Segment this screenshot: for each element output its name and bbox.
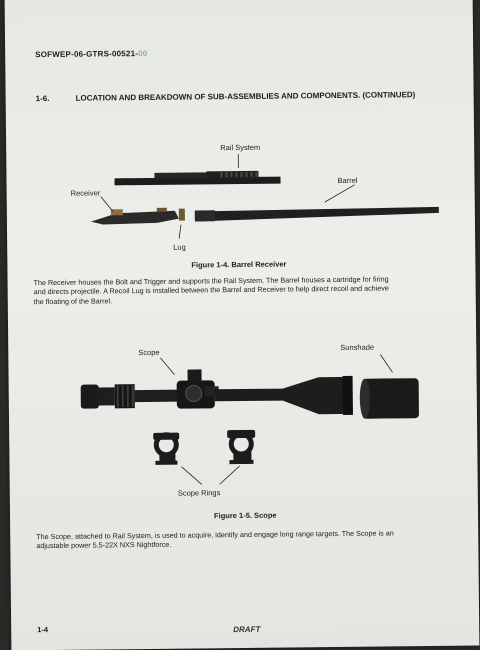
label-receiver: Receiver [71,188,101,197]
label-rail-system: Rail System [220,143,260,152]
document-id: SOFWEP-06-GTRS-00521-00 [35,49,147,59]
page-number: 1-4 [37,625,48,634]
document-page [5,0,480,650]
draft-marker: DRAFT [233,625,260,634]
paragraph-line: the floating of the Barrel. [34,293,454,307]
rail-system-part [114,171,280,186]
paragraph-line: adjustable power 5.5-22X NXS Nightforce. [36,537,456,551]
receiver-part [91,208,179,225]
label-scope-rings: Scope Rings [178,488,221,497]
barrel-part [195,207,439,222]
scope-ring-left [153,433,179,465]
sunshade-part [360,378,419,419]
figure-1-5-caption: Figure 1-5. Scope [214,511,277,521]
paragraph-receiver [34,274,454,307]
label-sunshade: Sunshade [340,343,374,352]
paragraph-line: The Receiver houses the Bolt and Trigger and supports the Rail System. The Barrel houses a cartridge for firing [34,274,454,288]
lug-part [179,209,185,221]
paragraph-line: The Scope, attached to Rail System, is used to acquire, identify and engage long range targets. The Scope is an [36,528,456,542]
label-scope: Scope [138,348,159,357]
section-number: 1-6. [36,94,76,103]
section-title: LOCATION AND BREAKDOWN OF SUB-ASSEMBLIES AND COMPONENTS. (CONTINUED) [76,90,416,103]
label-lug: Lug [173,243,186,252]
paragraph-line: and directs projectile. A Recoil Lug is installed between the Barrel and Receiver to help direct recoil and achieve [34,283,454,297]
scope-ring-right [227,430,255,464]
scope-part [81,368,353,418]
barrel-receiver-illustration [5,0,480,650]
figure-1-4-caption: Figure 1-4. Barrel Receiver [191,260,286,270]
label-barrel: Barrel [337,176,357,185]
